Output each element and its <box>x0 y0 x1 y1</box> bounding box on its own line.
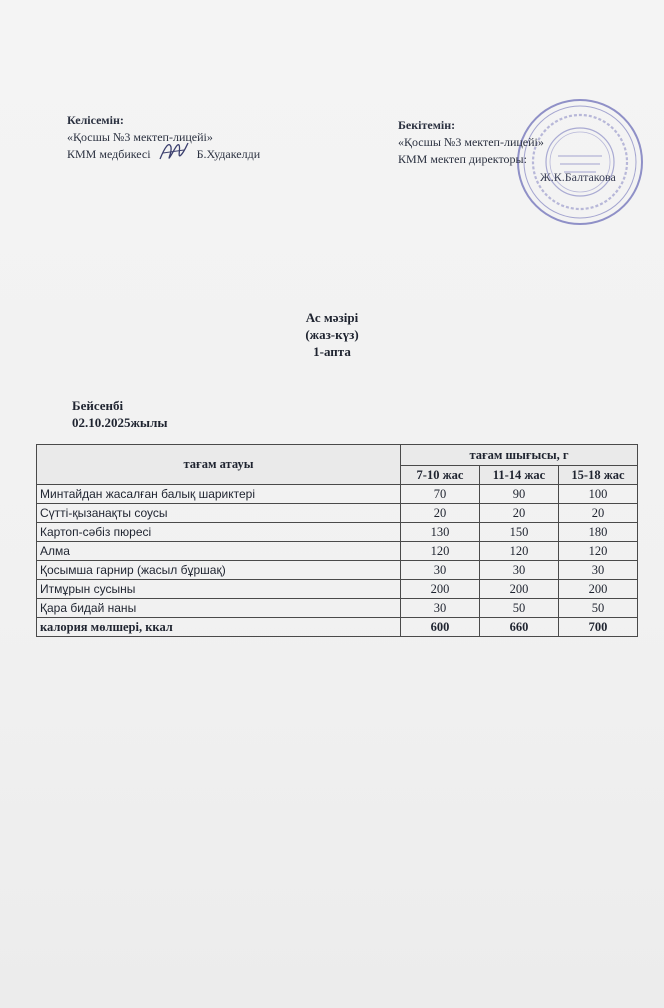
dish-name: Алма <box>37 542 401 561</box>
portion-value: 130 <box>401 523 480 542</box>
total-value: 660 <box>480 618 559 637</box>
column-header-dish: тағам атауы <box>37 445 401 485</box>
date: 02.10.2025жылы <box>72 415 168 430</box>
dish-name: Қара бидай наны <box>37 599 401 618</box>
portion-value: 150 <box>480 523 559 542</box>
dish-name: Картоп-сәбіз пюресі <box>37 523 401 542</box>
age-group-header: 7-10 жас <box>401 466 480 485</box>
table-row <box>37 580 638 599</box>
portion-value: 20 <box>559 504 638 523</box>
portion-value: 30 <box>401 599 480 618</box>
portion-value: 20 <box>401 504 480 523</box>
portion-value: 30 <box>401 561 480 580</box>
dish-name: Минтайдан жасалған балық шариктері <box>37 485 401 504</box>
portion-value: 200 <box>401 580 480 599</box>
total-label: калория мөлшері, ккал <box>37 618 401 637</box>
column-header-output: тағам шығысы, г <box>401 445 638 466</box>
menu-table <box>36 444 638 637</box>
approval-left <box>67 112 260 163</box>
dish-name: Қосымша гарнир (жасыл бұршақ) <box>37 561 401 580</box>
menu-title <box>0 309 664 360</box>
approval-left-org: «Қосшы №3 мектеп-лицейі» <box>67 130 213 144</box>
portion-value: 90 <box>480 485 559 504</box>
title-line-2: (жаз-күз) <box>305 327 359 342</box>
approval-right-role: КММ мектеп директоры: <box>398 152 527 166</box>
table-header-row <box>37 445 638 466</box>
portion-value: 70 <box>401 485 480 504</box>
day-block <box>72 397 168 431</box>
table-row <box>37 561 638 580</box>
table-row <box>37 523 638 542</box>
portion-value: 200 <box>480 580 559 599</box>
age-group-header: 15-18 жас <box>559 466 638 485</box>
table-row <box>37 599 638 618</box>
dish-name: Сүтті-қызанақты соусы <box>37 504 401 523</box>
total-value: 700 <box>559 618 638 637</box>
title-line-3: 1-апта <box>313 344 351 359</box>
weekday: Бейсенбі <box>72 398 124 413</box>
total-value: 600 <box>401 618 480 637</box>
portion-value: 100 <box>559 485 638 504</box>
portion-value: 30 <box>559 561 638 580</box>
portion-value: 50 <box>480 599 559 618</box>
portion-value: 50 <box>559 599 638 618</box>
portion-value: 200 <box>559 580 638 599</box>
approval-right-heading: Бекітемін: <box>398 118 456 132</box>
approval-right-org: «Қосшы №3 мектеп-лицейі» <box>398 135 544 149</box>
table-row <box>37 542 638 561</box>
portion-value: 120 <box>401 542 480 561</box>
age-group-header: 11-14 жас <box>480 466 559 485</box>
table-row <box>37 504 638 523</box>
title-line-1: Ас мәзірі <box>305 310 359 325</box>
portion-value: 20 <box>480 504 559 523</box>
approval-left-name: Б.Худакелди <box>196 147 261 161</box>
approval-right-name: Ж.К.Балтакова <box>540 170 616 184</box>
approval-right <box>398 117 544 168</box>
approval-left-heading: Келісемін: <box>67 113 124 127</box>
portion-value: 120 <box>559 542 638 561</box>
portion-value: 180 <box>559 523 638 542</box>
table-total-row <box>37 618 638 637</box>
table-row <box>37 485 638 504</box>
portion-value: 120 <box>480 542 559 561</box>
dish-name: Итмұрын сусыны <box>37 580 401 599</box>
portion-value: 30 <box>480 561 559 580</box>
approval-left-role: КММ медбикесі <box>67 147 151 161</box>
signature-icon <box>157 137 191 167</box>
approval-left-signature-row <box>67 146 260 163</box>
